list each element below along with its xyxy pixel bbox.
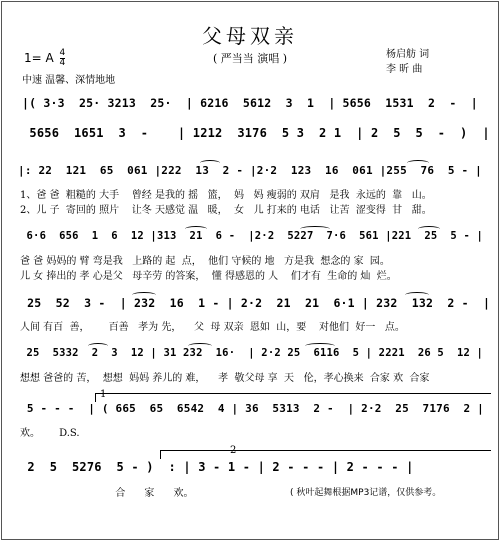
time-signature: [60, 49, 66, 68]
slur-mark: [305, 343, 335, 349]
lyric-line-4a: 爸 爸 妈妈的 臂 弯是我 上路的 起 点， 他们 守候的 地 方是我 想念的 家 园。: [20, 256, 390, 267]
transcription-note: ( 秋叶起舞根据MP3记谱，仅供参考。: [290, 488, 442, 498]
meter-bottom: 4: [59, 58, 66, 68]
singer-credit: ( 严当当 演唱 ): [212, 52, 288, 65]
score-line-2: 5656 1651 3 - | 1212 3176 5 3 2 1 | 2 5 5 - ) |: [22, 126, 490, 140]
lyricist-credit: 杨启舫 词: [386, 49, 430, 60]
score-line-5: 25 52 3 - | 232 16 1 - | 2·2 21 21 6·1 | 232 132 2 - |: [20, 296, 491, 310]
lyric-line-8: 合 家 欢。: [20, 488, 194, 499]
composer-credit: 李 昕 曲: [386, 64, 423, 75]
slur-mark: [418, 226, 440, 232]
slur-mark: [132, 292, 156, 298]
lyric-line-4b: 儿 女 捧出的 孝 心是父 母辛劳 的答案， 懂 得感恩的 人 们才有 生命的 灿 烂。: [20, 271, 397, 282]
lyric-line-3b: 2、儿 子 寄回的 照片 让冬 天感觉 温 暖， 女 儿 打来的 电话 让苦 涩变得 甘 甜。: [20, 205, 432, 216]
score-line-6: 25 5332 2 3 12 | 31 232 16· | 2·2 25 6116 5 | 2221 26 5 12 |: [20, 347, 484, 359]
key-label: 1= A: [24, 51, 54, 65]
slur-mark: [300, 226, 330, 232]
ending-bracket-2: [160, 450, 491, 459]
score-line-8: 2 5 5276 5 - ) : | 3 - 1 - | 2 - - - | 2 - - - |: [20, 460, 414, 474]
lyric-line-6: 想想 爸爸的 苦， 想想 妈妈 养儿的 难， 孝 敬父母 享 天 伦，孝心换来 合家 欢 合家: [20, 373, 430, 384]
slur-mark: [200, 160, 220, 166]
slur-mark: [185, 226, 207, 232]
slur-mark: [407, 160, 429, 166]
lyric-line-3a: 1、爸 爸 粗糙的 大手 曾经 是我的 摇 篮， 妈 妈 瘦弱的 双肩 是我 永远的 靠 山。: [20, 190, 432, 201]
key-signature: [24, 49, 65, 68]
lyric-line-5: 人间 有百 善， 百善 孝为 先， 父 母 双亲 恩如 山，要 对他们 好一 点。: [20, 322, 405, 333]
tempo-marking: 中速 温馨、深情地地: [22, 75, 116, 86]
slur-mark: [88, 343, 108, 349]
song-title: 父母双亲: [202, 24, 298, 48]
meter-top: 4: [59, 48, 66, 58]
slur-mark: [188, 343, 212, 349]
score-line-3: |: 22 121 65 061 |222 13 2 - |2·2 123 16 061 |255 76 5 - |: [18, 164, 482, 177]
ending-bracket-1: [95, 393, 491, 402]
score-line-1: |( 3·3 25· 3213 25· | 6216 5612 3 1 | 5656 1531 2 - |: [22, 96, 478, 110]
slur-mark: [405, 292, 429, 298]
score-line-4: 6·6 656 1 6 12 |313 21 6 - |2·2 5227 7·6 561 |221 25 5 - |: [20, 230, 484, 242]
ending-2-label: 2: [230, 445, 237, 456]
lyric-line-7: 欢。 D.S.: [20, 428, 80, 439]
ending-1-label: 1: [100, 389, 107, 400]
score-line-7: 5 - - - | ( 665 65 6542 4 | 36 5313 2 - | 2·2 25 7176 2 |: [20, 402, 484, 415]
